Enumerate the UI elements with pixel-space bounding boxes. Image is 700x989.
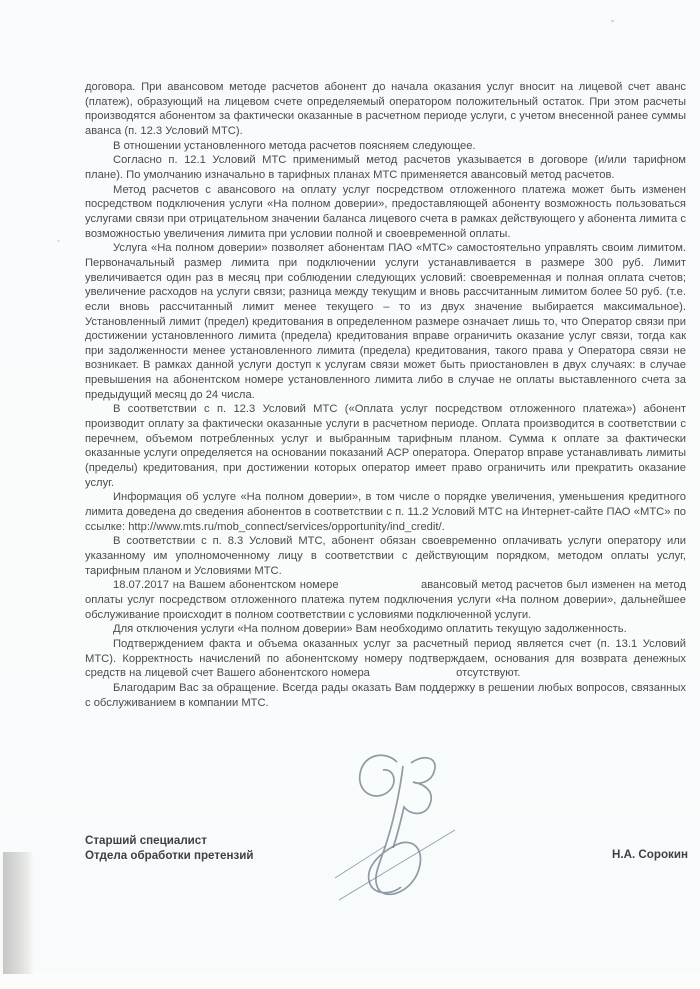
signature-role-line-1: Старший специалист [85,834,207,847]
paragraph: Благодарим Вас за обращение. Всегда рады оказать Вам поддержку в решении любых вопросов, связанных с обслуживанием в компании МТС. [85,681,686,709]
paragraph: 18.07.2017 на Вашем абонентском номере авансовый метод расчетов был изменен на метод оплаты услуг посредством отложенного платежа путем подключения услуги «На полном доверии», дальнейшее обслуживание происходит в полном соответствии с условиями подключенной услуги. [85,579,686,621]
paragraph: В отношении установленного метода расчетов поясняем следующее. [113,139,476,152]
scan-speck [611,20,614,22]
paragraph: В соответствии с п. 8.3 Условий МТС, абонент обязан своевременно оплачивать услуги оператору или указанному им уполномоченному лицу в соответствии с действующим порядком, методом оплаты услуг, тарифным планом и Условиями МТС. [85,535,686,577]
paragraph: Согласно п. 12.1 Условий МТС применимый метод расчетов указывается в договоре (и/или тарифном плане). По умолчанию изначально в тарифных планах МТС применяется авансовый метод расчетов. [85,154,686,181]
redacted-gap [342,587,417,588]
scan-speck [57,240,60,242]
signature-handwritten [333,748,463,913]
body-text [85,80,686,710]
scan-bottom-band [0,974,700,989]
paragraph: Подтверждением факта и объема оказанных услуг за расчетный период является счет (п. 13.1 Условий МТС). Корректность начислений по абонентскому номеру подтверждаем, основания для возврата денежных средств на лицевой счет Вашего абонентского номера отсутствуют. [85,637,686,680]
paragraph: Информация об услуге «На полном доверии», в том числе о порядке увеличения, уменьшения кредитного лимита доведена до сведения абонентов в соответствии с п. 11.2 Условий МТС на Интернет-сайте ПАО «МТС» по ссылке: http://www.mts.ru/mob_connect/services/opportunity/ind_credit/. [85,491,686,533]
paragraph: договора. При авансовом методе расчетов абонент до начала оказания услуг вносит на лицевой счет аванс (платеж), образующий на лицевом счете определяемый оператором положительный остаток. При этом расчеты производятся абонентом за фактически оказанные в расчетном периоде услуги, с учетом внесенной ранее суммы аванса (п. 12.3 Условий МТС). [85,81,686,137]
signatory-name: Н.А. Сорокин [612,848,688,861]
scan-edge-shadow [3,852,34,974]
paragraph: Услуга «На полном доверии» позволяет абонентам ПАО «МТС» самостоятельно управлять своим лимитом. Первоначальный размер лимита при подключении услуги устанавливается в размере 300 руб. Лимит увеличивается один раз в месяц при соблюдении следующих условий: своевременная и полная оплата счетов; увеличение расходов на услуги связи; разница между текущим и вновь рассчитанным лимитом более 50 руб. (т.е. если вновь рассчитанный лимит менее текущего – то из двух значение выбирается максимальное). Установленный лимит (предел) кредитования в определенном размере означает лишь то, что Оператор связи при достижении установленного лимита (предела) кредитования вправе ограничить оказание услуг связи, тогда как при задолженности менее установленного лимита (предела) кредитования, такого права у Оператора связи не возникает. В рамках данной услуги доступ к услугам связи может быть приостановлен в двух случаях: в случае превышения на абонентском номере установленного лимита либо в случае не оплаты выставленного счета за предыдущий месяц до 24 числа. [85,242,686,401]
signature-role [85,833,253,863]
paragraph: Для отключения услуги «На полном доверии» Вам необходимо оплатить текущую задолженность. [113,623,627,636]
paragraph: Метод расчетов с авансового на оплату услуг посредством отложенного платежа может быть изменен посредством подключения услуги «На полном доверии», предоставляющей абоненту возможность пользоваться услугами связи при отрицательном значении баланса лицевого счета в рамках действующего у абонента лимита с возможностью увеличения лимита при условии полной и своевременной оплаты. [85,183,686,240]
paragraph: В соответствии с п. 12.3 Условий МТС («Оплата услуг посредством отложенного платежа») абонент производит оплату за фактически оказанные услуги в расчетном периоде. Оплата производится в соответствии с перечнем, объемом потребленных услуг и выбранным тарифным планом. Сумма к оплате за фактически оказанные услуги определяется на основании показаний АСР оператора. Оператор вправе устанавливать лимиты (пределы) кредитования, при достижении которых оператор имеет право ограничить или прекратить оказание услуг. [85,403,686,489]
signature-role-line-2: Отдела обработки претензий [85,849,254,862]
redacted-gap [373,675,453,676]
